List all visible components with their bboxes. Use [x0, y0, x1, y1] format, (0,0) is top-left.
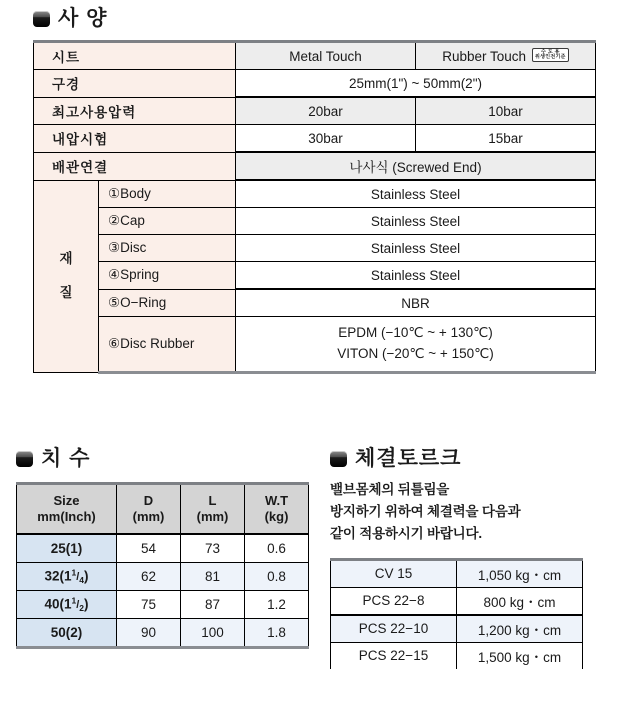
- cert-line-1: 수 도 용: [541, 48, 560, 55]
- table-row: [17, 591, 309, 619]
- pressure-test-metal-value: 30bar: [236, 125, 416, 153]
- table-row: [17, 619, 309, 648]
- torque-note: [330, 479, 598, 545]
- dimensions-section: [16, 448, 308, 649]
- table-header-row: [17, 484, 309, 535]
- spec-section: [33, 8, 595, 374]
- material-name-body: ①Body: [99, 180, 236, 208]
- cell-l: 73: [181, 534, 245, 563]
- cell-size: 50(2): [17, 619, 117, 648]
- rounded-square-bullet-icon: [16, 451, 33, 467]
- table-row-seat: [34, 42, 596, 70]
- row-label-seat: 시트: [34, 42, 236, 70]
- cell-model: PCS 22−10: [331, 615, 457, 643]
- rounded-square-bullet-icon: [330, 451, 347, 467]
- table-row: [17, 563, 309, 591]
- table-row-connection: [34, 152, 596, 180]
- cell-size: 25(1): [17, 534, 117, 563]
- torque-heading: [330, 448, 598, 469]
- cell-model: PCS 22−8: [331, 587, 457, 615]
- cell-l: 100: [181, 619, 245, 648]
- cell-torque-value: 1,050 kg・cm: [457, 559, 583, 587]
- table-row: [331, 615, 583, 643]
- material-label-line-1: 재: [59, 250, 73, 266]
- max-pressure-rubber-value: 10bar: [416, 97, 596, 125]
- cell-d: 75: [117, 591, 181, 619]
- cell-l: 87: [181, 591, 245, 619]
- row-label-connection: 배관연결: [34, 152, 236, 180]
- cell-torque-value: 1,500 kg・cm: [457, 642, 583, 669]
- cell-l: 81: [181, 563, 245, 591]
- cell-wt: 0.6: [245, 534, 309, 563]
- row-label-max-pressure: 최고사용압력: [34, 97, 236, 125]
- table-row-material-body: [34, 180, 596, 208]
- torque-note-line-1: 밸브몸체의 뒤틀림을: [330, 482, 450, 497]
- table-row-max-pressure: [34, 97, 596, 125]
- table-row-pressure-test: [34, 125, 596, 153]
- water-certification-mark-icon: [532, 48, 569, 63]
- material-label-line-2: 질: [59, 285, 73, 301]
- material-value-body: Stainless Steel: [236, 180, 596, 208]
- material-value-oring: NBR: [236, 289, 596, 317]
- cell-wt: 1.8: [245, 619, 309, 648]
- material-name-cap: ②Cap: [99, 208, 236, 235]
- seat-rubber-value: Rubber Touch: [442, 48, 527, 64]
- specification-table: [33, 40, 596, 374]
- table-row-material-disc-rubber: [34, 317, 596, 373]
- table-row-material-spring: [34, 262, 596, 290]
- material-value-cap: Stainless Steel: [236, 208, 596, 235]
- column-header-l: L (mm): [181, 484, 245, 535]
- disc-rubber-viton: VITON (−20℃ ~ + 150℃): [337, 346, 494, 361]
- table-row: [17, 534, 309, 563]
- material-name-oring: ⑤O−Ring: [99, 289, 236, 317]
- max-pressure-metal-value: 20bar: [236, 97, 416, 125]
- table-row-material-oring: [34, 289, 596, 317]
- cell-size: $40(1^1/_2)$: [17, 591, 117, 619]
- material-name-disc: ③Disc: [99, 235, 236, 262]
- table-row: [331, 587, 583, 615]
- material-value-spring: Stainless Steel: [236, 262, 596, 290]
- row-label-pressure-test: 내압시험: [34, 125, 236, 153]
- spec-title: 사 양: [58, 7, 108, 30]
- disc-rubber-epdm: EPDM (−10℃ ~ + 130℃): [338, 325, 493, 341]
- torque-table: [330, 558, 583, 669]
- column-header-d: D (mm): [117, 484, 181, 535]
- connection-value: 나사식 (Screwed End): [236, 152, 596, 180]
- cell-model: CV 15: [331, 559, 457, 587]
- column-header-wt: W.T (kg): [245, 484, 309, 535]
- cell-torque-value: 800 kg・cm: [457, 587, 583, 615]
- dimensions-heading: [16, 448, 308, 469]
- table-row-material-disc: [34, 235, 596, 262]
- cell-wt: 1.2: [245, 591, 309, 619]
- material-value-disc-rubber: [236, 317, 596, 373]
- bore-value: 25mm(1") ~ 50mm(2"): [236, 70, 596, 98]
- torque-title: 체결토르크: [355, 447, 462, 470]
- pressure-test-rubber-value: 15bar: [416, 125, 596, 153]
- dimensions-title: 치 수: [41, 447, 91, 470]
- dimensions-table: [16, 482, 309, 649]
- seat-rubber-cell: [416, 42, 596, 70]
- row-label-bore: 구경: [34, 70, 236, 98]
- table-row: [331, 559, 583, 587]
- material-value-disc: Stainless Steel: [236, 235, 596, 262]
- material-group-label: [34, 180, 99, 373]
- spec-heading: [33, 8, 595, 29]
- cell-model: PCS 22−15: [331, 642, 457, 669]
- cell-d: 62: [117, 563, 181, 591]
- cert-line-2: 위생인전기준: [535, 54, 566, 60]
- torque-section: [330, 448, 598, 669]
- cell-d: 90: [117, 619, 181, 648]
- cell-size: $32(1^1/_4)$: [17, 563, 117, 591]
- table-row-bore: [34, 70, 596, 98]
- torque-note-line-3: 같이 적용하시기 바랍니다.: [330, 525, 482, 541]
- rounded-square-bullet-icon: [33, 11, 50, 27]
- cell-d: 54: [117, 534, 181, 563]
- material-name-spring: ④Spring: [99, 262, 236, 290]
- column-header-size: Size mm(Inch): [17, 484, 117, 535]
- cell-wt: 0.8: [245, 563, 309, 591]
- table-row: [331, 642, 583, 669]
- cell-torque-value: 1,200 kg・cm: [457, 615, 583, 643]
- material-name-disc-rubber: ⑥Disc Rubber: [99, 317, 236, 373]
- table-row-material-cap: [34, 208, 596, 235]
- torque-note-line-2: 방지하기 위하여 체결력을 다음과: [330, 503, 521, 519]
- seat-metal-value: Metal Touch: [236, 42, 416, 70]
